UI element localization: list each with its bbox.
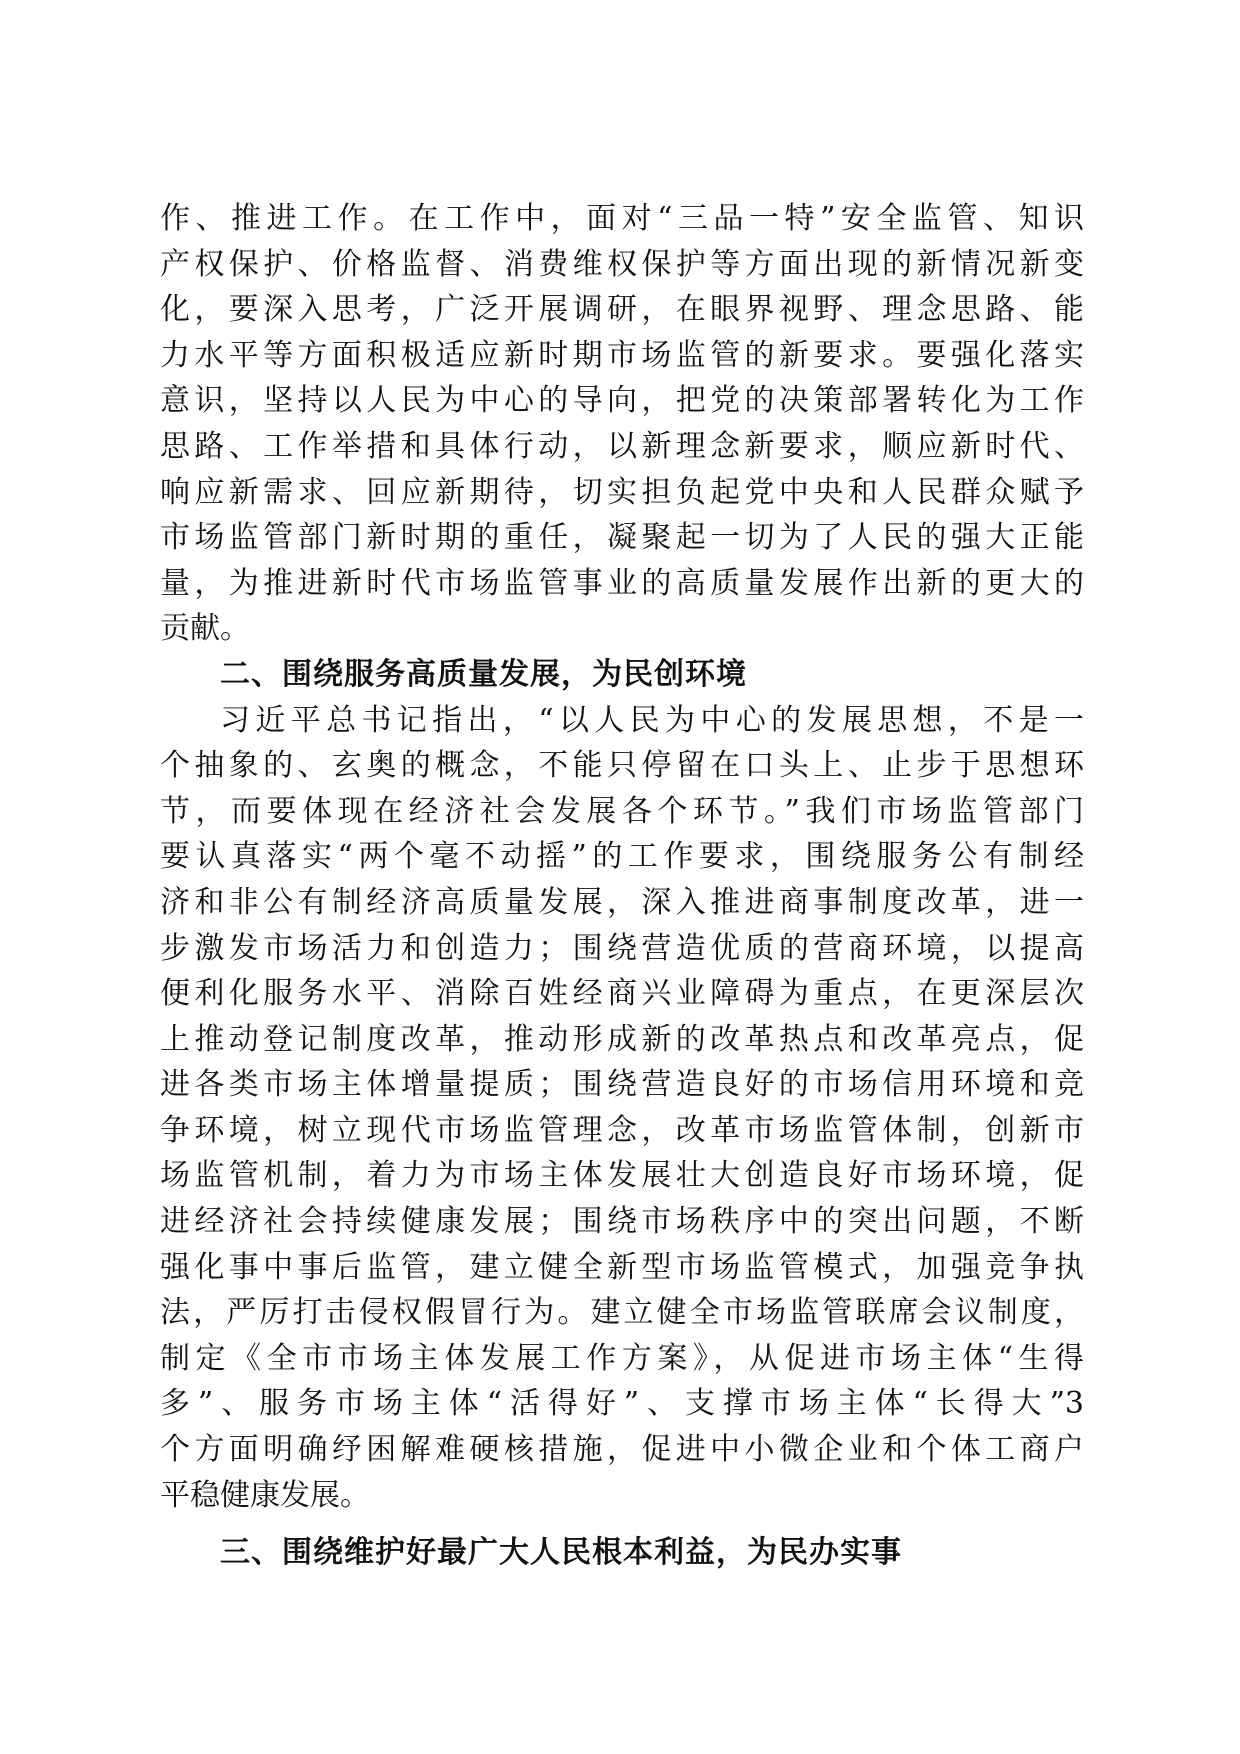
section-heading-2: 二、围绕服务高质量发展，为民创环境 [220, 656, 747, 692]
text-line: 平稳健康发展。 [160, 1477, 370, 1513]
text-line: 多”、服务市场主体“活得好”、支撑市场主体“长得大”3 [160, 1386, 1084, 1422]
text-line: 化，要深入思考，广泛开展调研，在眼界视野、理念思路、能 [160, 292, 1084, 328]
text-line: 要认真落实“两个毫不动摇”的工作要求，围绕服务公有制经 [160, 839, 1084, 875]
text-line: 习近平总书记指出，“以人民为中心的发展思想，不是一 [220, 702, 1084, 738]
text-line: 济和非公有制经济高质量发展，深入推进商事制度改革，进一 [160, 884, 1084, 920]
text-line: 进各类市场主体增量提质；围绕营造良好的市场信用环境和竞 [160, 1067, 1084, 1103]
text-line: 便利化服务水平、消除百姓经商兴业障碍为重点，在更深层次 [160, 976, 1084, 1012]
text-line: 强化事中事后监管，建立健全新型市场监管模式，加强竞争执 [160, 1249, 1084, 1285]
text-line: 力水平等方面积极适应新时期市场监管的新要求。要强化落实 [160, 337, 1084, 373]
section-heading-3: 三、围绕维护好最广大人民根本利益，为民办实事 [220, 1535, 902, 1571]
text-line: 制定《全市市场主体发展工作方案》，从促进市场主体“生得 [160, 1340, 1084, 1376]
text-line: 个抽象的、玄奥的概念，不能只停留在口头上、止步于思想环 [160, 748, 1084, 784]
text-line: 进经济社会持续健康发展；围绕市场秩序中的突出问题，不断 [160, 1204, 1084, 1240]
text-line: 场监管机制，着力为市场主体发展壮大创造良好市场环境，促 [160, 1158, 1084, 1194]
text-line: 产权保护、价格监督、消费维权保护等方面出现的新情况新变 [160, 246, 1084, 282]
text-line: 贡献。 [160, 611, 250, 647]
text-line: 作、推进工作。在工作中，面对“三品一特”安全监管、知识 [160, 201, 1084, 236]
document-body [160, 196, 1084, 1576]
text-line: 个方面明确纾困解难硬核措施，促进中小微企业和个体工商户 [160, 1432, 1084, 1468]
text-line: 法，严厉打击侵权假冒行为。建立健全市场监管联席会议制度， [160, 1295, 1084, 1331]
text-line: 思路、工作举措和具体行动，以新理念新要求，顺应新时代、 [160, 428, 1084, 464]
text-line: 量，为推进新时代市场监管事业的高质量发展作出新的更大的 [160, 565, 1084, 601]
text-line: 争环境，树立现代市场监管理念，改革市场监管体制，创新市 [160, 1112, 1084, 1148]
text-line: 市场监管部门新时期的重任，凝聚起一切为了人民的强大正能 [160, 520, 1084, 556]
paragraph-1 [160, 196, 1084, 652]
text-line: 步激发市场活力和创造力；围绕营造优质的营商环境，以提高 [160, 930, 1084, 966]
text-line: 上推动登记制度改革，推动形成新的改革热点和改革亮点，促 [160, 1021, 1084, 1057]
text-line: 意识，坚持以人民为中心的导向，把党的决策部署转化为工作 [160, 383, 1084, 419]
text-line: 节，而要体现在经济社会发展各个环节。”我们市场监管部门 [160, 793, 1084, 829]
text-line: 响应新需求、回应新期待，切实担负起党中央和人民群众赋予 [160, 474, 1084, 510]
paragraph-2 [160, 698, 1084, 1519]
